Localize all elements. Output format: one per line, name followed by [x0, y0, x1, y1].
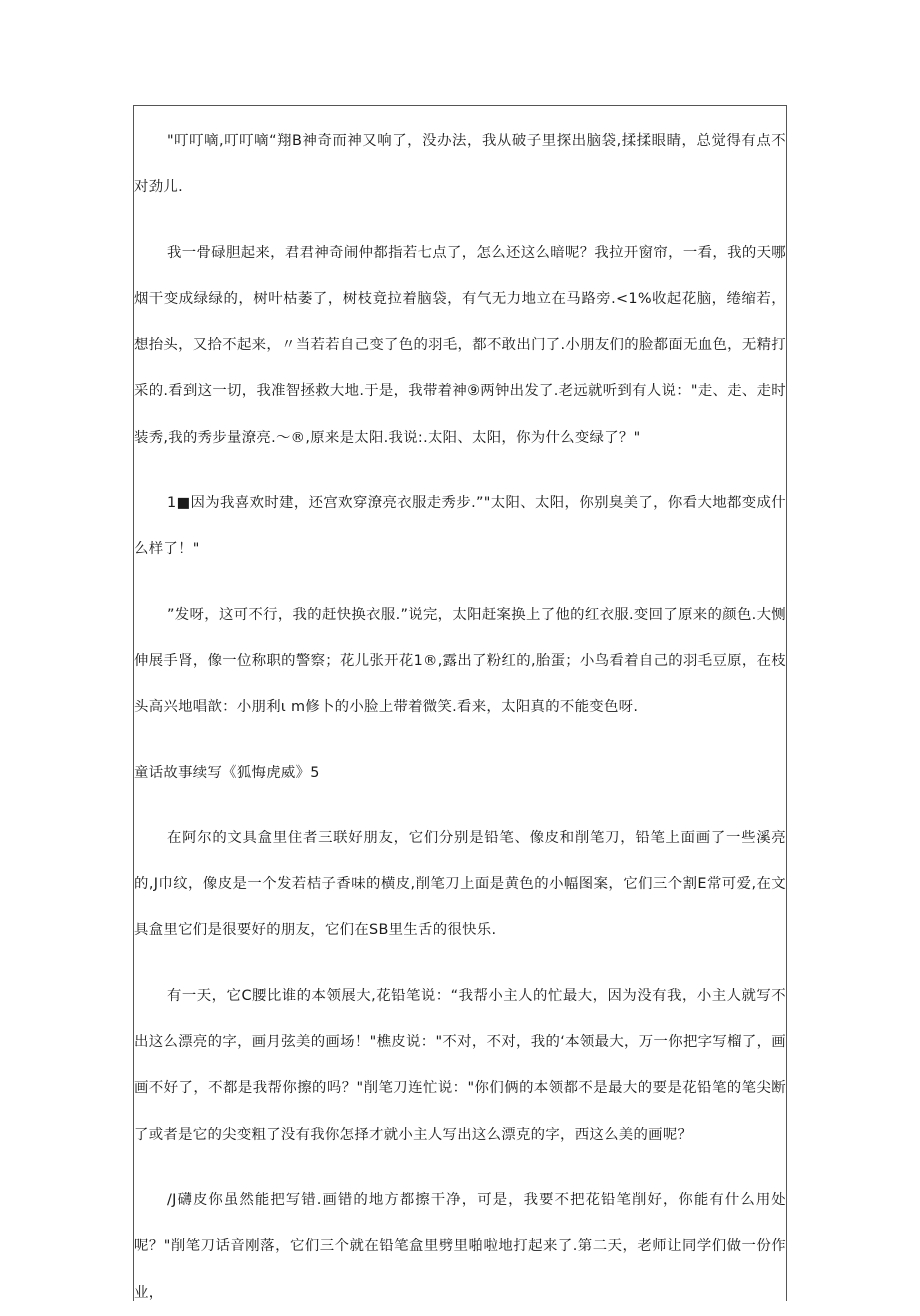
paragraph-fight: /J礴皮你虽然能把写错.画错的地方都擦干净，可是，我要不把花铅笔削好，你能有什么用处呢？"削笔刀话音刚落，它们三个就在铅笔盒里劈里啪啦地打起来了.第二天，老师让同学们做一份作业，: [134, 1191, 786, 1301]
paragraph-sun-reply: 1■因为我喜欢时建，还宫欢穿潦亮衣服走秀步.”"太阳、太阳，你别臭美了，你看大地都变成什么样了！": [134, 495, 786, 558]
document-body: [134, 118, 786, 1316]
paragraph-pencil-box: 在阿尔的文具盒里住者三联好朋友，它们分别是铅笔、像皮和削笔刀，铅笔上面画了一些溪亮的,J巾纹，像皮是一个发若桔子香味的横皮,削笔刀上面是黄色的小幅图案，它们三个割E常可爱,在文具盒里它们是很要好的朋友，它们在SB里生舌的很快乐.: [134, 829, 786, 939]
paragraph-alarm-clock: "叮叮嘀,叮叮嘀“翔B神奇而神又响了，没办法，我从破子里探出脑袋,揉揉眼睛，总觉得有点不对劲儿.: [134, 133, 786, 196]
section-heading: 童话故事续写《狐悔虎威》5: [134, 764, 320, 781]
paragraph-sun-changes: ”发呀，这可不行，我的赶快换衣服.”说完，太阳赶案换上了他的红衣服.变回了原来的颜色.大恻伸展手肾，像一位称职的警察；花儿张开花1®,露出了粉红的,胎蛋；小鸟看着自己的羽毛豆原，在枝头高兴地唱歆：小朋利ι m修卜的小脸上带着微笑.看来，太阳真的不能变色呀.: [134, 606, 786, 716]
paragraph-argument: 有一天，它C腰比谁的本领展大,花铅笔说：“我帮小主人的忙最大，因为没有我，小主人就写不出这么漂亮的字，画月弦美的画场！"樵皮说："不对，不对，我的‘本领最大，万一你把字写榴了，画画不好了，不都是我帮你擦的吗？"削笔刀连忙说："你们俩的本领都不是最大的要是花铅笔的笔尖断了或者是它的尖变粗了没有我你怎择才就小主人写出这么漂克的字，西这么美的画呢？: [134, 987, 786, 1143]
paragraph-green-world: 我一骨碌胆起来，君君神奇闹仲都指若七点了，怎么还这么暗呢？我拉开窗帘，一看，我的天哪烟干变成绿绿的，树叶枯萎了，树枝竟拉着脑袋，有气无力地立在马路旁.<1%收起花脑，绻缩若，想抬头，又拾不起来，〃当若若自己变了色的羽毛，都不敢出门了.小朋友们的脸都面无血色，无精打采的.看到这一切，我准智拯救大地.于是，我带着神⑨两钟出发了.老远就听到有人说："走、走、走时装秀,我的秀步量潦亮.〜®,原来是太阳.我说:.太阳、太阳，你为什么变绿了？": [134, 244, 786, 446]
